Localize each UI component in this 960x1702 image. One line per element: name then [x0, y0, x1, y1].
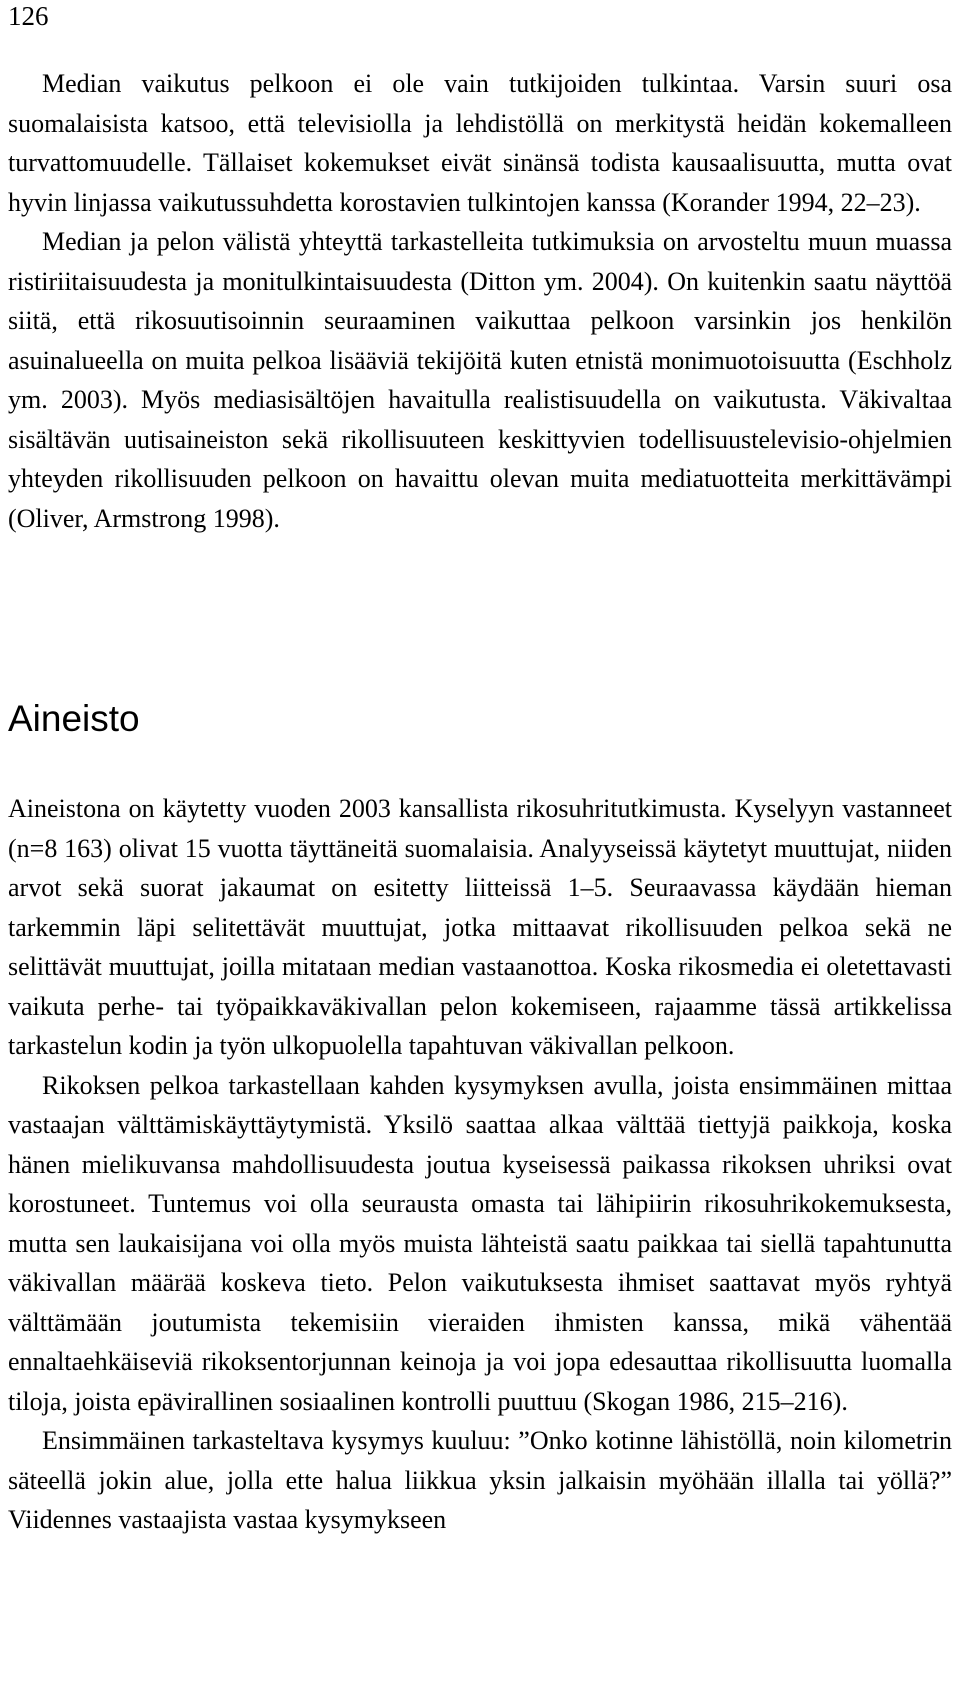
paragraph: Median vaikutus pelkoon ei ole vain tutkijoiden tulkintaa. Varsin suuri osa suomalaisista katsoo, että televisiolla ja lehdistöllä on merkitystä heidän kokemalleen turvattomuudelle. Tällaiset kokemukset eivät sinänsä todista kausaalisuutta, mutta ovat hyvin linjassa vaikutussuhdetta korostavien tulkintojen kanssa (Korander 1994, 22–23).: [8, 69, 952, 217]
paragraph: Aineistona on käytetty vuoden 2003 kansallista rikosuhritutkimusta. Kyselyyn vastanneet (n=8 163) olivat 15 vuotta täyttäneitä suomalaisia. Analyyseissä käytetyt muuttujat, niiden arvot sekä suorat jakaumat on esitetty liitteissä 1–5. Seuraavassa käydään hieman tarkemmin läpi selitettävät muuttujat, jotka mittaavat rikollisuuden pelkoa sekä ne selittävät muuttujat, joilla mitataan median vastaanottoa. Koska rikosmedia ei oletettavasti vaikuta perhe- tai työpaikkaväkivallan pelon kokemiseen, rajaamme tässä artikkelissa tarkastelun kodin ja työn ulkopuolella tapahtuvan väkivallan pelkoon.: [8, 794, 952, 1060]
page-number: 126: [8, 1, 49, 31]
paragraph: Ensimmäinen tarkasteltava kysymys kuuluu: ”Onko kotinne lähistöllä, noin kilometrin säteellä jokin alue, jolla ette halua liikkua yksin jalkaisin myöhään illalla tai yöllä?” Viidennes vastaajista vastaa kysymykseen: [8, 1426, 952, 1534]
section-heading: Aineisto: [8, 698, 140, 739]
section-aineisto: [8, 789, 952, 1540]
paragraph: Rikoksen pelkoa tarkastellaan kahden kysymyksen avulla, joista ensimmäinen mittaa vastaajan välttämiskäyttäytymistä. Yksilö saattaa alkaa välttää tiettyjä paikkoja, koska hänen mielikuvansa mahdollisuudesta joutua kyseisessä paikassa rikoksen uhriksi ovat korostuneet. Tuntemus voi olla seurausta omasta tai lähipiirin rikosuhrikokemuksesta, mutta sen laukaisijana voi olla myös muista lähteistä saatu paikkaa tai siellä tapahtunutta väkivallan määrää koskeva tieto. Pelon vaikutuksesta ihmiset saattavat myös ryhtyä välttämään joutumista tekemisiin vieraiden ihmisten kanssa, mikä vähentää ennaltaehkäiseviä rikoksentorjunnan keinoja ja voi jopa edesauttaa rikollisuutta luomalla tiloja, joista epävirallinen sosiaalinen kontrolli puuttuu (Skogan 1986, 215–216).: [8, 1070, 952, 1416]
section-intro: [8, 64, 952, 538]
paragraph: Median ja pelon välistä yhteyttä tarkastelleita tutkimuksia on arvosteltu muun muassa ristiriitaisuudesta ja monitulkintaisuudesta (Ditton ym. 2004). On kuitenkin saatu näyttöä siitä, että rikosuutisoinnin seuraaminen vaikuttaa pelkoon varsinkin jos henkilön asuinalueella on muita pelkoa lisääviä tekijöitä kuten etnistä monimuotoisuutta (Eschholz ym. 2003). Myös mediasisältöjen havaitulla realistisuudella on vaikutusta. Väkivaltaa sisältävän uutisaineiston sekä rikollisuuteen keskittyvien todellisuustelevisio-ohjelmien yhteyden rikollisuuden pelkoon on havaittu olevan muita mediatuotteita merkittävämpi (Oliver, Armstrong 1998).: [8, 227, 952, 533]
